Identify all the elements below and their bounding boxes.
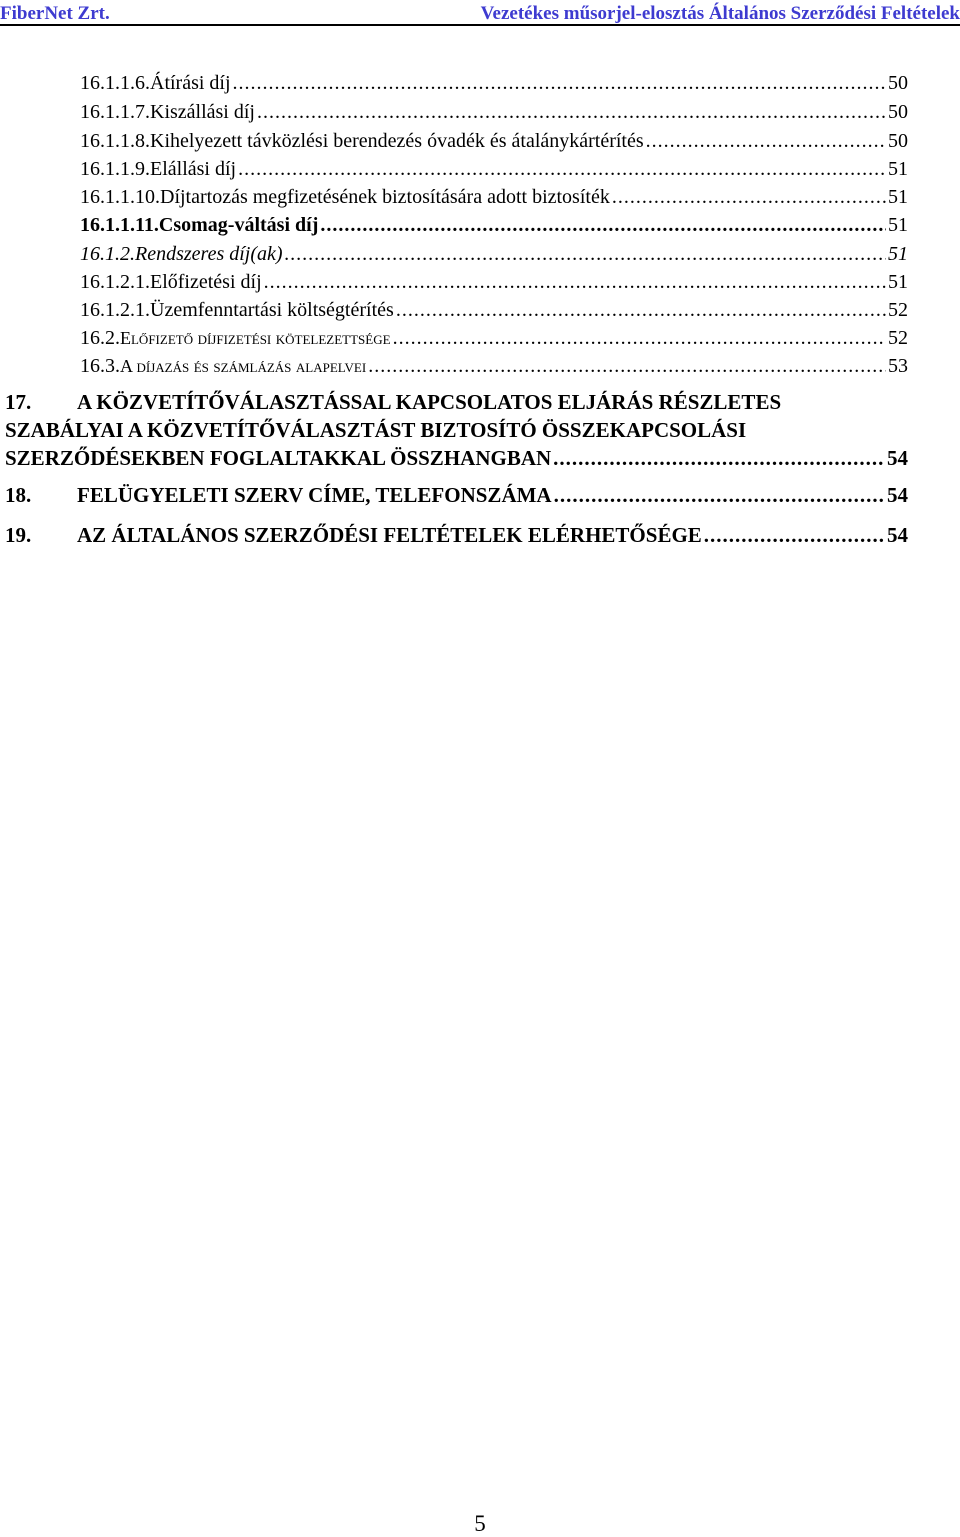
dot-leader [554, 481, 885, 509]
chapter-title-line: A KÖZVETÍTŐVÁLASZTÁSSAL KAPCSOLATOS ELJÁRÁS RÉSZLETES [77, 390, 782, 414]
dot-leader [704, 521, 885, 549]
chapter-title-line: SZERZŐDÉSEKBEN FOGLALTAKKAL ÖSSZHANGBAN [5, 446, 552, 470]
dot-leader [612, 183, 886, 211]
toc-entry[interactable] [80, 211, 908, 239]
dot-leader [396, 296, 886, 324]
chapter-page: 54 [887, 483, 908, 507]
toc-entry-number: 16.1.2.1. [80, 299, 150, 321]
toc-entry[interactable] [80, 240, 908, 268]
company-name: FiberNet Zrt. [0, 3, 110, 24]
toc-entry[interactable] [80, 183, 908, 211]
toc-entry-title: Előfizetési díj [150, 271, 262, 293]
toc-entry-number: 16.1.1.6. [80, 72, 150, 94]
toc-entry-page: 53 [888, 355, 908, 377]
toc-entry[interactable] [80, 69, 908, 97]
toc-entry[interactable] [80, 296, 908, 324]
toc-entry[interactable] [80, 352, 908, 380]
dot-leader [320, 211, 886, 239]
toc-entry-title: A díjazás és számlázás alapelvei [120, 356, 367, 376]
toc-entry-page: 51 [888, 271, 908, 293]
chapter-page: 54 [887, 523, 908, 547]
toc-entry-page: 52 [888, 327, 908, 349]
toc-entry[interactable] [80, 268, 908, 296]
toc-entry-page: 51 [888, 214, 908, 236]
toc-entry-page: 51 [888, 243, 908, 265]
page-header [0, 0, 960, 26]
document-title: Vezetékes műsorjel-elosztás Általános Szerződési Feltételek [480, 3, 960, 24]
toc-chapter-entry[interactable] [5, 481, 908, 509]
dot-leader [285, 240, 886, 268]
chapter-number: 17. [5, 390, 32, 414]
toc-entry-title: Rendszeres díj(ak) [135, 243, 283, 265]
toc-entry-title: Csomag-váltási díj [158, 214, 319, 236]
dot-leader [553, 444, 885, 472]
toc-entry-page: 51 [888, 186, 908, 208]
toc-entry-number: 16.1.1.9. [80, 158, 150, 180]
chapter-page: 54 [887, 446, 908, 470]
chapter-title-line: FELÜGYELETI SZERV CÍME, TELEFONSZÁMA [77, 483, 552, 507]
toc-chapter-entry[interactable] [5, 388, 908, 472]
toc-entry[interactable] [80, 98, 908, 126]
toc-entry[interactable] [80, 324, 908, 352]
toc-entry[interactable] [80, 155, 908, 183]
toc-entry-page: 50 [888, 130, 908, 152]
toc-entry-page: 51 [888, 158, 908, 180]
dot-leader [393, 324, 886, 352]
toc-entry-title: Üzemfenntartási költségtérítés [150, 299, 394, 321]
dot-leader [368, 352, 886, 380]
toc-entry-page: 50 [888, 101, 908, 123]
dot-leader [257, 98, 886, 126]
chapter-title-line: AZ ÁLTALÁNOS SZERZŐDÉSI FELTÉTELEK ELÉRHETŐSÉGE [77, 523, 702, 547]
toc-entry[interactable] [80, 127, 908, 155]
dot-leader [238, 155, 886, 183]
toc-chapter-entry[interactable] [5, 521, 908, 549]
toc-entry-title: Elállási díj [150, 158, 237, 180]
toc-entry-page: 52 [888, 299, 908, 321]
toc-entry-title: Díjtartozás megfizetésének biztosítására adott biztosíték [160, 186, 610, 208]
toc-entry-number: 16.3. [80, 355, 120, 377]
dot-leader [646, 127, 886, 155]
toc-entry-number: 16.1.1.7. [80, 101, 150, 123]
toc-entry-number: 16.2. [80, 327, 120, 349]
toc-entry-number: 16.1.2. [80, 243, 135, 265]
toc-entry-title: Kiszállási díj [150, 101, 255, 123]
toc-entry-title: Előfizető díjfizetési kötelezettsége [120, 328, 391, 348]
dot-leader [233, 69, 886, 97]
toc-entry-page: 50 [888, 72, 908, 94]
chapter-number: 19. [5, 523, 32, 547]
toc-entry-title: Átírási díj [150, 72, 231, 94]
dot-leader [264, 268, 886, 296]
page-number: 5 [474, 1511, 486, 1536]
toc-entry-number: 16.1.2.1. [80, 271, 150, 293]
toc-entry-number: 16.1.1.10. [80, 186, 160, 208]
toc-entry-number: 16.1.1.8. [80, 130, 150, 152]
chapter-title-line: SZABÁLYAI A KÖZVETÍTŐVÁLASZTÁST BIZTOSÍTÓ ÖSSZEKAPCSOLÁSI [5, 418, 747, 442]
chapter-number: 18. [5, 483, 32, 507]
toc-entry-title: Kihelyezett távközlési berendezés óvadék és átalánykártérítés [150, 130, 644, 152]
toc-entry-number: 16.1.1.11. [80, 214, 159, 236]
